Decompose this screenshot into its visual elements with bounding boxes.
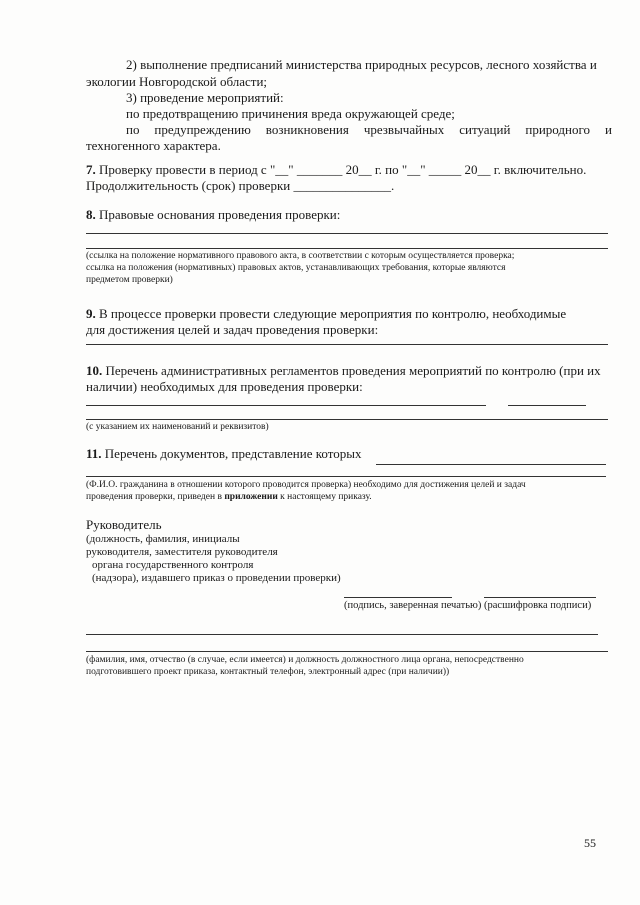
section-11-note-1: (Ф.И.О. гражданина в отношении которого проводится проверка) необходимо для достижения целей и задач [86,480,526,490]
signature-line [344,597,452,598]
section-8-note-1: (ссылка на положение нормативного правового акта, в соответствии с которым осуществляется проверка; [86,251,515,261]
section-8-fill-line-2 [86,248,608,249]
warn-word: возникновения [265,122,349,137]
prevent-harm: по предотвращению причинения вреда окружающей среде; [126,106,455,121]
section-8-fill-line-1 [86,233,608,234]
section-10-note: (с указанием их наименований и реквизитов) [86,422,269,432]
warn-line-2: техногенного характера. [86,138,221,153]
section-10-fill-line-2 [86,419,608,420]
section-10-fill-line-1a [86,405,486,406]
section-11-number: 11. [86,446,102,461]
page-number: 55 [584,836,596,850]
executor-note-1: (фамилия, имя, отчество (в случае, если имеется) и должность должностного лица органа, непосредственно [86,655,524,665]
section-10-line-1: 10. Перечень административных регламентов проведения мероприятий по контролю (при их [86,363,601,378]
section-8-number: 8. [86,207,96,222]
section-10-fill-line-1b [508,405,586,406]
warn-word: по [126,122,140,137]
head-line-2: руководителя, заместителя руководителя [86,546,278,558]
section-10-line-2: наличии) необходимых для проведения проверки: [86,379,363,394]
warn-word: предупреждению [154,122,251,137]
section-9-fill-line [86,344,608,345]
item-2-line-2: экологии Новгородской области; [86,74,268,89]
item-2-line-1: 2) выполнение предписаний министерства природных ресурсов, лесного хозяйства и [126,57,597,72]
section-8-note-2: ссылка на положения (нормативных) правовых актов, устанавливающих требования, которые являются [86,263,506,273]
section-10-number: 10. [86,363,103,378]
section-8-note-3: предметом проверки) [86,275,173,285]
executor-fill-line-1 [86,634,598,635]
section-7-line-1 [86,162,586,178]
section-11-fill-line-a [376,464,606,465]
section-11-note-2: проведения проверки, приведен в приложении к настоящему приказу. [86,492,372,502]
section-7-line-2: Продолжительность (срок) проверки _______________. [86,178,395,193]
section-7-text: Проверку провести в период с "__" _______ 20__ г. по "__" _____ 20__ г. включительно. [99,162,587,177]
appendix-link: приложении [224,492,278,502]
head-line-3: органа государственного контроля [92,559,254,571]
warn-word: природного [525,122,591,137]
warn-line-1 [126,122,612,138]
head-line-4: (надзора), издавшего приказ о проведении проверки) [92,572,341,584]
section-11-fill-line-b [86,476,606,477]
section-9-line-1: 9. В процессе проверки провести следующие мероприятия по контролю, необходимые [86,306,567,321]
head-line-1: (должность, фамилия, инициалы [86,533,240,545]
warn-word: чрезвычайных [363,122,445,137]
executor-note-2: подготовившего проект приказа, контактный телефон, электронный адрес (при наличии)) [86,667,450,677]
item-3: 3) проведение мероприятий: [126,90,284,105]
signature-note: (подпись, заверенная печатью) (расшифровка подписи) [344,600,592,611]
executor-fill-line-2 [86,651,608,652]
section-7-number: 7. [86,162,96,177]
signature-decode-line [484,597,596,598]
section-8-title: 8. Правовые основания проведения проверки: [86,207,341,222]
section-9-line-2: для достижения целей и задач проведения проверки: [86,322,379,337]
head-title: Руководитель [86,517,162,532]
warn-word: ситуаций [459,122,511,137]
section-11-line-1: 11. Перечень документов, представление которых [86,446,362,461]
warn-word: и [604,122,612,137]
section-9-number: 9. [86,306,96,321]
